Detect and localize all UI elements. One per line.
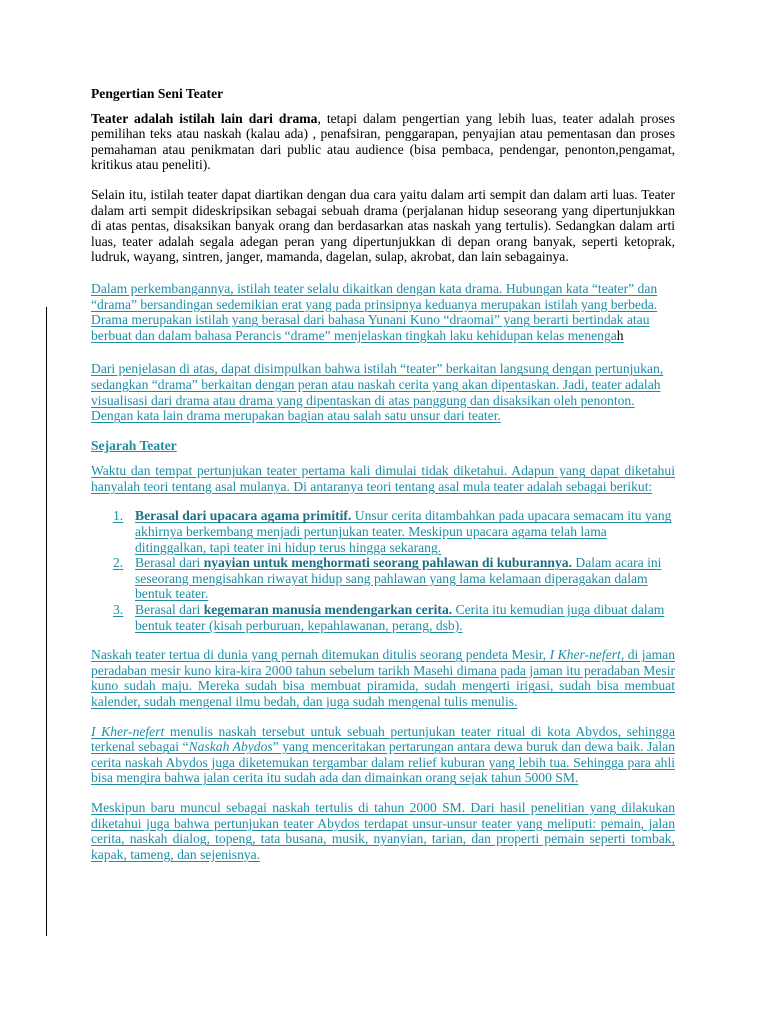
paragraph-abydos: I Kher-nefert menulis naskah tersebut untuk sebuah pertunjukan teater ritual di kota Abydos, sehingga terkenal sebagai “Naskah Abydos” yang menceritakan pertarungan antara dewa buruk dan dewa baik. Jalan cerita naskah Abydos juga diketemukan tergambar dalam relief kuburan yang lebih tua. Sehingga para ahli bisa mengira bahwa jalan cerita itu sudah ada dan dimainkan orang sejak tahun 5000 SM. — [91, 723, 676, 786]
list-number: 1. — [113, 508, 124, 524]
list-item-text: Unsur cerita ditambahkan pada upacara semacam itu yang akhirnya berkembang menjadi pertunjukan teater. Meskipun upacara agama telah lama ditinggalkan, tapi teater ini hidup terus hingga sekarang. — [135, 508, 672, 555]
list-item-bold: kegemaran manusia mendengarkan cerita. — [203, 602, 453, 618]
revision-margin-bar — [46, 307, 47, 936]
list-item-bold: nyayian untuk menghormati seorang pahlawan di kuburannya. — [203, 555, 572, 571]
paragraph-conclusion: Dari penjelasan di atas, dapat disimpulkan bahwa istilah “teater” berkaitan langsung dengan pertunjukan, sedangkan “drama” berkaitan dengan peran atau naskah cerita yang akan dipentaskan. Jadi, teater adalah visualisasi dari drama atau drama yang dipentaskan di atas panggung dan disaksikan oleh penonton. Dengan kata lain drama merupakan bagian atau salah satu unsur dari teater. — [91, 361, 664, 424]
definition-text: , tetapi dalam pengertian yang lebih luas, teater adalah proses pemilihan teks atau naskah (kalau ada) , penafsiran, penggarapan, penyajian atau pementasan dan proses pemahaman atau penikmatan dari public atau audience (bisa pembaca, pendengar, penonton,pengamat, kritikus atau peneliti). — [91, 110, 675, 173]
paragraph-elements: Meskipun baru muncul sebagai naskah tertulis di tahun 2000 SM. Dari hasil penelitian yang dilakukan diketahui juga bahwa pertunjukan teater Abydos terdapat unsur-unsur teater yang meliputi: pemain, jalan cerita, naskah dialog, topeng, tata busana, musik, nyanyian, tarian, dan properti pemain seperti tombak, kapak, tameng, dan sejenisnya. — [91, 799, 675, 862]
document-page — [91, 86, 675, 876]
list-number: 2. — [113, 555, 124, 571]
list-item-text: Dalam acara ini seseorang mengisahkan riwayat hidup sang pahlawan yang lama kelamaan diperagakan dalam bentuk teater. — [135, 555, 662, 602]
list-item-prefix: Berasal dari — [135, 602, 204, 618]
author-name: I Kher-nefert — [549, 647, 621, 663]
paragraph-development — [91, 281, 675, 343]
paragraph-history-intro: Waktu dan tempat pertunjukan teater pertama kali dimulai tidak diketahui. Adapun yang dapat diketahui hanyalah teori tentang asal mulanya. Di antaranya teori tentang asal mula teater adalah sebagai berikut: — [91, 463, 675, 494]
paragraph-oldest-script: Naskah teater tertua di dunia yang pernah ditemukan ditulis seorang pendeta Mesir, I Kher-nefert, di jaman peradaban mesir kuno kira-kira 2000 tahun sebelum tarikh Masehi dimana pada jaman itu peradaban Mesir kuno sudah maju. Mereka sudah bisa membuat piramida, sudah mengerti irigasi, sudah bisa membuat kalender, sudah mengenal ilmu bedah, dan juga sudah mengenal tulis menulis. — [91, 647, 676, 709]
development-text: Dalam perkembangannya, istilah teater selalu dikaitkan dengan kata drama. Hubungan kata “teater” dan “drama” bersandingan sedemikian erat yang pada prinsipnya keduanya merupakan istilah yang berbeda. Drama merupakan istilah yang berasal dari bahasa Yunani Kuno “draomai” yang berarti bertindak atau berbuat dan dalam bahasa Perancis “drame” menjelaskan tingkah laku kehidupan kelas menenga — [91, 280, 658, 343]
paragraph-definition — [91, 111, 675, 173]
script-title: Naskah Abydos — [188, 739, 273, 755]
author-name: I Kher-nefert — [91, 723, 165, 739]
list-number: 3. — [113, 602, 124, 618]
document-title: Pengertian Seni Teater — [91, 86, 224, 101]
list-item — [113, 602, 675, 633]
list-item — [113, 508, 675, 555]
development-end: h — [616, 327, 624, 343]
paragraph-meaning: Selain itu, istilah teater dapat diartikan dengan dua cara yaitu dalam arti sempit dan dalam arti luas. Teater dalam arti sempit dideskripsikan sebagai sebuah drama (perjalanan hidup seseorang yang dipertunjukkan di atas pentas, disaksikan banyak orang dan berdasarkan atas naskah yang tertulis). Sedangkan dalam arti luas, teater adalah segala adegan peran yang dipertunjukkan di depan orang banyak, seperti ketoprak, ludruk, wayang, sintren, janger, mamanda, dagelan, sulap, akrobat, dan lain sebagainya. — [91, 186, 675, 265]
definition-bold: Teater adalah istilah lain dari drama — [91, 110, 318, 126]
list-item-prefix: Berasal dari — [135, 555, 204, 571]
section-heading-history: Sejarah Teater — [91, 437, 177, 453]
origin-theory-list — [91, 508, 675, 633]
list-item — [113, 555, 675, 602]
list-item-text: Cerita itu kemudian juga dibuat dalam bentuk teater (kisah perburuan, kepahlawanan, perang, dsb). — [135, 602, 665, 633]
list-item-bold: Berasal dari upacara agama primitif. — [135, 508, 352, 524]
